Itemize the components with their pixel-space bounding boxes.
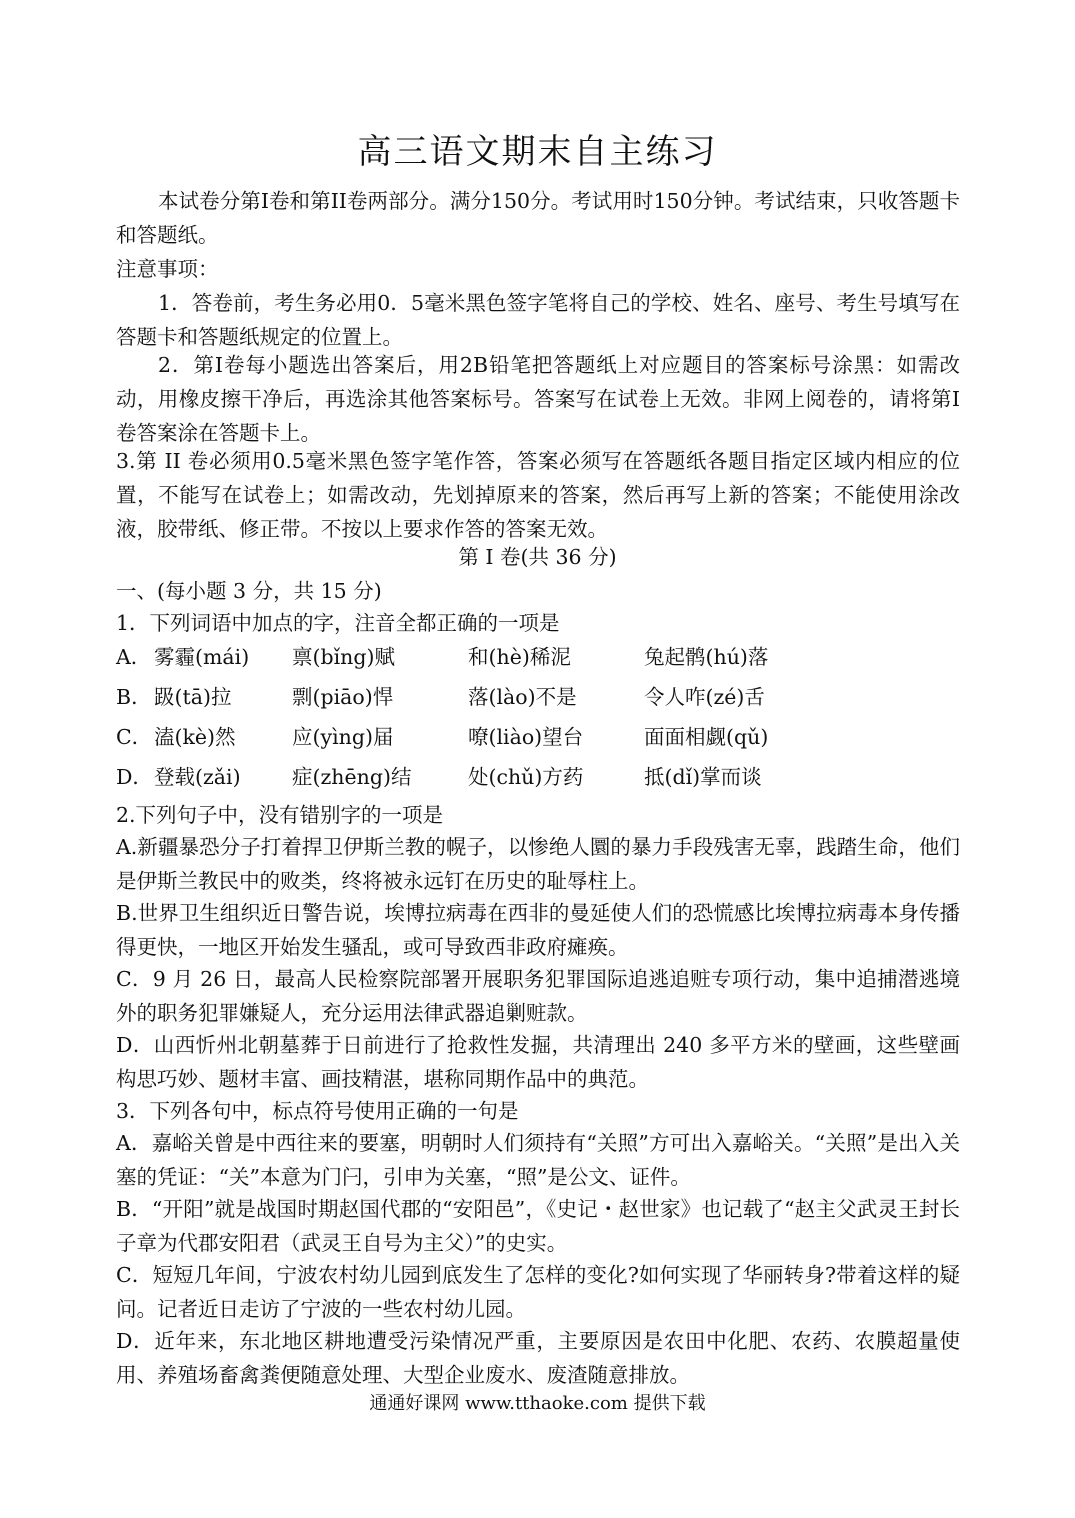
option-word: 抵(dǐ)掌而谈 [644,765,762,789]
q2-option-a: A.新疆暴恐分子打着捍卫伊斯兰教的幌子，以惨绝人圜的暴力手段残害无辜，践踏生命，他们是伊斯兰教民中的败类，终将被永远钉在历史的耻辱柱上。 [116,835,960,893]
option-word: 落(lào)不是 [468,685,577,709]
q1-option-d [116,760,976,794]
q2-stem: 2.下列句子中，没有错别字的一项是 [116,803,444,827]
option-word: 症(zhēng)结 [292,765,412,789]
option-word: 和(hè)稀泥 [468,645,571,669]
q3-option-d: D．近年来，东北地区耕地遭受污染情况严重，主要原因是农田中化肥、农药、农膜超量使用、养殖场畜禽粪便随意处理、大型企业废水、废渣随意排放。 [116,1329,960,1387]
option-letter: C． [116,725,153,749]
option-word: 禀(bǐng)赋 [292,645,396,669]
section-title: 第 I 卷(共 36 分) [458,545,617,569]
option-word: 嘹(liào)望台 [468,725,584,749]
q1-option-c [116,720,976,754]
q1-option-a [116,640,976,674]
option-word: 剽(piāo)悍 [292,685,394,709]
option-word: 面面相觑(qǔ) [644,725,769,749]
notice-item-1: 1．答卷前，考生务必用0．5毫米黑色签字笔将自己的学校、姓名、座号、考生号填写在答题卡和答题纸规定的位置上。 [116,291,960,349]
option-word: 雾霾(mái) [154,645,250,669]
option-word: 处(chǔ)方药 [468,765,584,789]
q3-stem: 3．下列各句中，标点符号使用正确的一句是 [116,1099,519,1123]
q1-option-b [116,680,976,714]
option-word: 令人咋(zé)舌 [644,685,765,709]
q1-stem: 1．下列词语中加点的字，注音全都正确的一项是 [116,611,560,635]
q3-option-c: C．短短几年间，宁波农村幼儿园到底发生了怎样的变化?如何实现了华丽转身?带着这样的疑问。记者近日走访了宁波的一些农村幼儿园。 [116,1263,960,1321]
notice-heading: 注意事项： [116,257,219,281]
notice-item-3: 3.第 II 卷必须用0.5毫米黑色签字笔作答，答案必须写在答题纸各题目指定区域内相应的位置，不能写在试卷上；如需改动，先划掉原来的答案，然后再写上新的答案；不能使用涂改液，胶带纸、修正带。不按以上要求作答的答案无效。 [116,449,960,541]
intro-paragraph: 本试卷分第I卷和第II卷两部分。满分150分。考试用时150分钟。考试结束，只收答题卡和答题纸。 [116,189,960,247]
q2-option-b: B.世界卫生组织近日警告说，埃博拉病毒在西非的曼延使人们的恐慌感比埃博拉病毒本身传播得更快，一地区开始发生骚乱，或可导致西非政府瘫痪。 [116,901,960,959]
option-word: 应(yìng)届 [292,725,394,749]
q3-option-a: A．嘉峪关曾是中西往来的要塞，明朝时人们须持有“关照”方可出入嘉峪关。“关照”是出入关塞的凭证：“关”本意为门闩，引申为关塞，“照”是公文、证件。 [116,1131,960,1189]
option-word: 溘(kè)然 [154,725,236,749]
notice-item-2: 2．第I卷每小题选出答案后，用2B铅笔把答题纸上对应题目的答案标号涂黑：如需改动，用橡皮擦干净后，再选涂其他答案标号。答案写在试卷上无效。非网上阅卷的，请将第I卷答案涂在答题卡上。 [116,353,960,445]
q3-option-b: B．“开阳”就是战国时期赵国代郡的“安阳邑”，《史记・赵世家》也记载了“赵主父武灵王封长子章为代郡安阳君（武灵王自号为主父）”的史实。 [116,1197,960,1255]
page-title: 高三语文期末自主练习 [357,132,718,172]
page-footer: 通通好课网 www.tthaoke.com 提供下载 [369,1393,706,1414]
part-one-heading: 一、(每小题 3 分，共 15 分) [116,579,382,603]
option-letter: B． [116,685,152,709]
q2-option-c: C．9 月 26 日，最高人民检察院部署开展职务犯罪国际追逃追赃专项行动，集中追捕潜逃境外的职务犯罪嫌疑人，充分运用法律武器追剿赃款。 [116,967,960,1025]
option-letter: D． [116,765,153,789]
option-word: 趿(tā)拉 [154,685,232,709]
option-word: 兔起鹘(hú)落 [644,645,769,669]
option-letter: A． [116,645,152,669]
option-word: 登载(zǎi) [154,765,241,789]
q2-option-d: D．山西忻州北朝墓葬于日前进行了抢救性发掘，共清理出 240 多平方米的壁画，这些壁画构思巧妙、题材丰富、画技精湛，堪称同期作品中的典范。 [116,1033,960,1091]
